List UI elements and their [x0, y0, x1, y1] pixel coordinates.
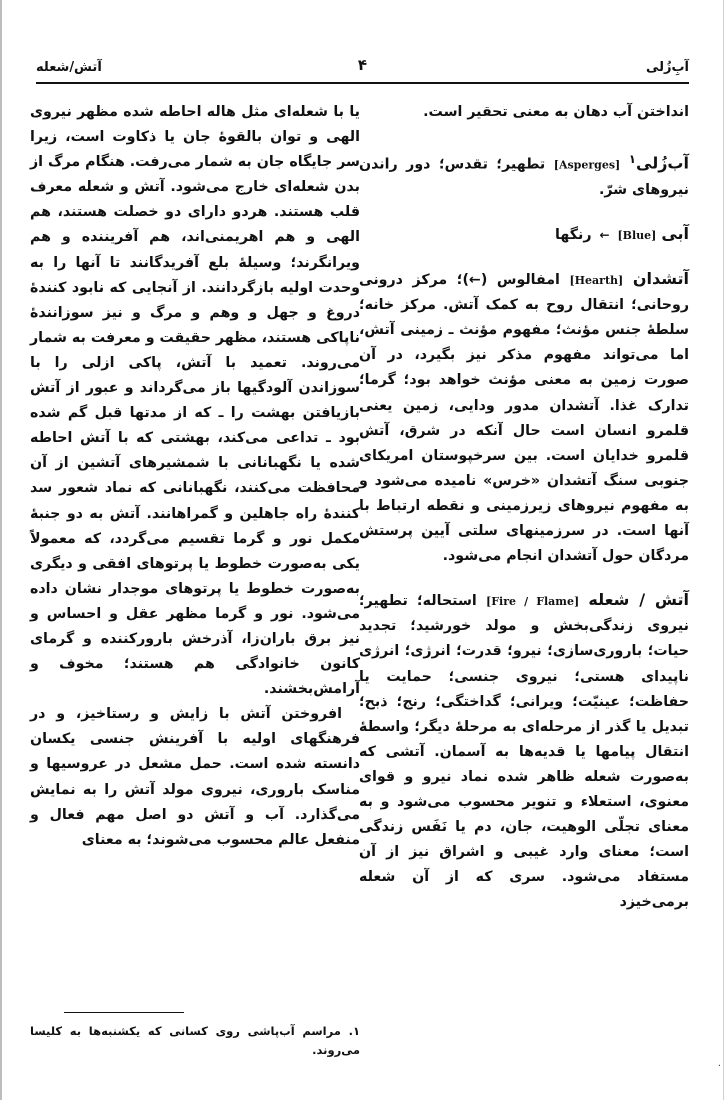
left-column — [30, 100, 360, 853]
entry-term: آتش / شعله — [588, 590, 689, 610]
entry-term: آبی — [661, 224, 689, 244]
see-also-arrow-icon: ← — [599, 228, 610, 243]
entry-abi — [359, 221, 689, 248]
footnote-marker: ۱ — [628, 152, 637, 167]
entry-definition: امفالوس (←)؛ مرکز درونی روحانی؛ انتقال روح به کمک آتش. مرکز خانه؛ سلطهٔ جنس مؤنث؛ مفهوم مؤنث ـ زمینی آتش، اما می‌تواند مفهوم مذکر نیز بگیرد، در آن صورت زمین به معنی مؤنث خواهد بود؛ گرما؛ تدارک غذا. آتشدان مدور ودایی، زمین یعنی قلمرو انسان است حال آنکه در شرق، آتش قلمرو خدایان است. بین سرخپوستان امریکای جنوبی سنگ آتشدان «خرس» نامیده می‌شود و به مفهوم نیروهای زیرزمینی و نقطه ارتباط با آنها است. در سرزمینهای سلتی آیین پرستش مردگان حول آتشدان انجام می‌شود. — [359, 272, 689, 565]
footnote: ۱. مراسم آب‌پاشی روی کسانی که یکشنبه‌ها به کلیسا می‌روند. — [30, 1024, 360, 1057]
entry-latin-term: [Fire / Flame] — [486, 595, 580, 609]
entry-atashdan — [359, 266, 689, 569]
entry-term: آتشدان — [632, 269, 689, 289]
page-header — [36, 58, 689, 84]
entry-definition: استحاله؛ تطهیر؛ نیروی زندگی‌بخش و مولد خورشید؛ تجدید حیات؛ باروری‌سازی؛ نیرو؛ قدرت؛ انرژی؛ انرژی ناپیدای هستی؛ نیروی جنسی؛ حمایت یا حفاظت؛ عینیّت؛ ویرانی؛ گداختگی؛ رنج؛ ذبح؛ تبدیل یا گذر از مرحله‌ای به مرحلهٔ دیگر؛ واسطهٔ انتقال پیامها یا قدیه‌ها به آسمان. آتشی که به‌صورت شعله ظاهر شده نماد نیرو و قوای معنوی، استعلاء و تنویر محسوب می‌شود و به معنای تجلّی الوهیت، جان، دم یا نَفَس زندگی است؛ معنای وارد غیبی و اشراق نیز از آن مستفاد می‌شود. سری که از آن شعله برمی‌خیزد — [359, 593, 689, 911]
scan-edge-mark: . — [717, 1058, 721, 1069]
entry-ab-zuli — [359, 147, 689, 203]
page-number: ۴ — [357, 56, 368, 74]
entry-latin-term: [Asperges] — [553, 158, 621, 172]
entry-latin-term: [Hearth] — [569, 274, 624, 288]
footnote-divider — [64, 1012, 184, 1013]
right-column — [359, 100, 689, 915]
body-paragraph: افروختن آتش با زایش و رستاخیز، و در فرهنگهای اولیه با آفرینش جنسی یکسان دانسته شده است. حمل مشعل در عروسیها و مناسک باروری، نیروی مولد آتش را به نمایش می‌گذارد. آب و آتش دو اصل مهم فعال و منفعل عالم محسوب می‌شوند؛ به معنای — [30, 706, 360, 848]
entry-definition: تطهیر؛ تقدس؛ دور راندن نیروهای شرّ. — [359, 156, 689, 198]
running-head-left: آتش/شعله — [36, 60, 102, 75]
entry-atash — [359, 587, 689, 915]
body-paragraph: یا با شعله‌ای مثل هاله احاطه شده مظهر نیروی الهی و توان بالقوهٔ جان یا ذکاوت است، زیرا سر جایگاه جان به شمار می‌رفت. هنگام مرگ از بدن شعله‌ای خارج می‌شود. آتش و شعله معرف قلب هستند. هردو دارای دو خصلت هستند، هم الهی و هم اهریمنی‌اند، هم آفریننده و هم ویرانگرند؛ وسیلهٔ بلع آفریدگانند تا آنها را به وحدت اولیه بازگردانند. از آنجایی که نابود کنندهٔ دروغ و جهل و وهم و مرگ و نیز سوزانندهٔ ناپاکی هستند، مظهر حقیقت و معرفت به شمار می‌روند. تعمید با آتش، پاکی ازلی را با سوزاندن آلودگیها باز می‌گرداند و عبور از آتش بازیافتن بهشت را ـ که از مدتها قبل گم شده بود ـ تداعی می‌کند، بهشتی که با آتش احاطه شده یا نگهبانانی با شمشیرهای آتشین از آن محافظت می‌کنند، نگهبانانی که نماد شعور سد کنندهٔ راه جاهلین و گمراهانند. آتش به دو جنبهٔ مکمل نور و گرما تقسیم می‌گردد، که معمولاً یکی به‌صورت خطوط یا پرتوهای افقی و دیگری به‌صورت خطوط یا پرتوهای موجدار نشان داده می‌شود. نور و گرما مظهر عقل و احساس و نیز برق باران‌زا، آذرخش بارورکننده و گرمای کانون خانوادگی هم هستند؛ مخوف و آرامش‌بخشند. — [30, 104, 360, 698]
continuation-text: انداختن آب دهان به معنی تحقیر است. — [423, 104, 689, 120]
cross-reference: رنگها — [555, 227, 592, 244]
entry-latin-term: [Blue] — [617, 229, 657, 243]
running-head-right: آبِ‌زُلی — [645, 60, 689, 75]
entry-term: آب‌زُلی — [636, 153, 689, 173]
